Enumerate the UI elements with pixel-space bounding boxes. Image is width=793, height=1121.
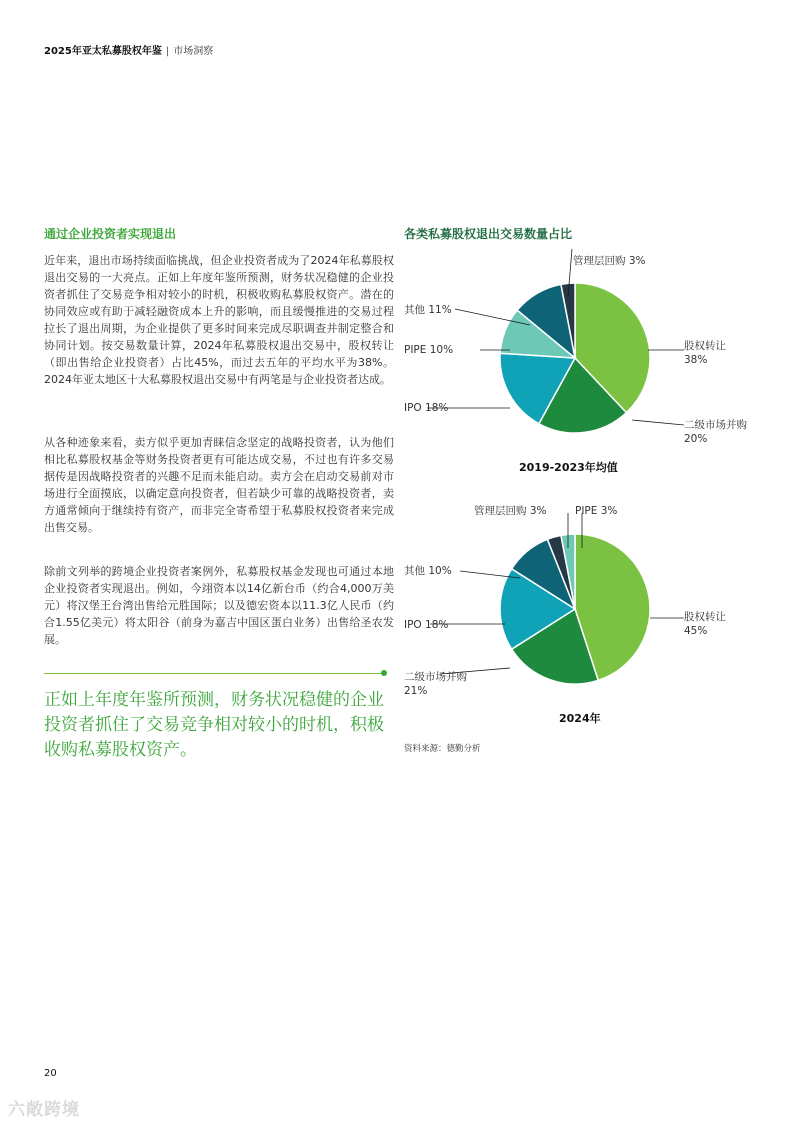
label-other-2024: 其他 10% xyxy=(404,565,452,577)
body-paragraph-1: 近年来，退出市场持续面临挑战，但企业投资者成为了2024年私募股权退出交易的一大亮点。正如上年度年鉴所预测，财务状况稳健的企业投资者抓住了交易竞争相对较小的时机，积极收购私募股权资产。潜在的协同效应或有助于减轻融资成本上升的影响，而且缓慢推进的交易过程拉长了退出周期，为企业提供了更多时间来完成尽职调查并制定整合和协同计划。按交易数量计算，2024年私募股权退出交易中，股权转让（即出售给企业投资者）占比45%，而过去五年的平均水平为38%。2024年亚太地区十大私募股权退出交易中有两笔是与企业投资者达成。 xyxy=(44,254,394,386)
label-pipe-2024: PIPE 3% xyxy=(575,505,618,517)
label-ipo-2024: IPO 18% xyxy=(404,619,449,631)
pie-caption-2024: 2024年 xyxy=(559,712,601,725)
pie-caption-2019-2023: 2019-2023年均值 xyxy=(519,461,618,474)
label-secondary-value: 20% xyxy=(684,433,708,445)
leader-line xyxy=(632,420,684,425)
body-paragraph-2: 从各种迹象来看，卖方似乎更加青睐信念坚定的战略投资者，认为他们相比私募股权基金等财务投资者更有可能达成交易，不过也有许多交易据传是因战略投资者的兴趣不足而未能启动。卖方会在启动交易前对市场进行全面摸底，以确定意向投资者，但若缺少可靠的战略投资者，卖方通常倾向于继续持有资产，而非完全寄希望于私募股权投资者来完成出售交易。 xyxy=(44,436,394,534)
section-title: 通过企业投资者实现退出 xyxy=(44,227,177,241)
chart-source: 资料来源：德勤分析 xyxy=(404,744,481,754)
label-equity-2019-2023 xyxy=(684,339,726,367)
header-separator: | xyxy=(165,46,170,57)
chart-title: 各类私募股权退出交易数量占比 xyxy=(404,227,573,241)
label-pipe-2019-2023: PIPE 10% xyxy=(404,344,454,356)
label-equity-value: 38% xyxy=(684,354,708,366)
watermark-logo: 六敞跨境 xyxy=(8,1100,80,1120)
running-header xyxy=(44,42,213,57)
quote-divider-dot xyxy=(381,670,387,676)
quote-divider xyxy=(44,673,384,674)
label-secondary-name: 二级市场并购 xyxy=(684,419,747,431)
body-paragraph-3: 除前文列举的跨境企业投资者案例外，私募股权基金发现也可通过本地企业投资者实现退出。例如，今翊资本以14亿新台币（约合4,000万美元）将汉堡王台湾出售给元胜国际；以及德宏资本以11.3亿人民币（约合1.55亿美元）将太阳谷（前身为嘉吉中国区蛋白业务）出售给圣农发展。 xyxy=(44,565,394,646)
label-other-2019-2023: 其他 11% xyxy=(404,304,452,316)
label-secondary-2019-2023 xyxy=(684,418,747,446)
label-secondary-2024 xyxy=(404,670,467,698)
label-equity-name: 股权转让 xyxy=(684,611,726,623)
label-mbo-2024: 管理层回购 3% xyxy=(474,505,547,517)
label-secondary-name: 二级市场并购 xyxy=(404,671,467,683)
page-number: 20 xyxy=(44,1068,57,1079)
header-section: 市场洞察 xyxy=(173,46,214,57)
label-secondary-value: 21% xyxy=(404,685,428,697)
label-equity-name: 股权转让 xyxy=(684,340,726,352)
report-title: 2025年亚太私募股权年鉴 xyxy=(44,46,162,57)
label-equity-2024 xyxy=(684,610,726,638)
label-equity-value: 45% xyxy=(684,625,708,637)
label-ipo-2019-2023: IPO 18% xyxy=(404,402,449,414)
pull-quote: 正如上年度年鉴所预测，财务状况稳健的企业投资者抓住了交易竞争相对较小的时机，积极收购私募股权资产。 xyxy=(44,690,384,760)
label-mbo-2019-2023: 管理层回购 3% xyxy=(573,255,646,267)
